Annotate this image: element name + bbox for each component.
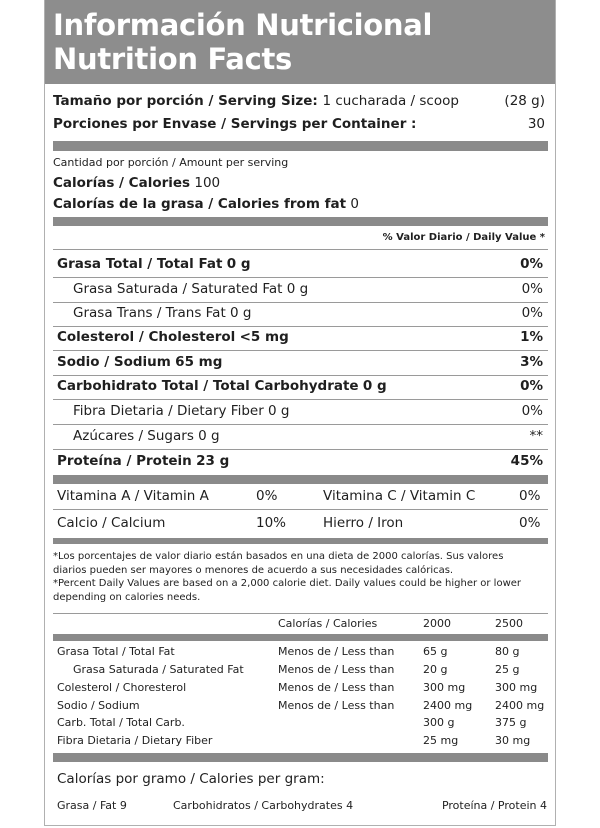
nutrient-amount: 0 g [198,428,220,444]
ref-limit: Menos de / Less than [278,699,395,712]
nutrient-amount: 0 g [286,281,309,297]
nutrient-daily-value: 3% [520,354,543,370]
ref-value-2500: 80 g [495,645,520,658]
divider [53,375,548,376]
ref-nutrient-label: Grasa Total / Total Fat [57,645,175,658]
nutrient-daily-value: 1% [520,329,543,345]
nutrient-daily-value: 0% [521,403,543,419]
vitamin-label: Hierro / Iron [323,515,404,531]
ref-limit: Menos de / Less than [278,681,395,694]
medium-divider [53,753,548,762]
per-gram-fat: Grasa / Fat 9 [57,799,127,812]
ref-value-2000: 25 mg [423,734,459,747]
ref-value-2500: 25 g [495,663,520,676]
nutrient-name [73,428,220,444]
footnote-line: *Percent Daily Values are based on a 2,000 calorie diet. Daily values could be higher or lower [53,578,522,589]
nutrient-label: Proteína / Protein [57,453,192,469]
nutrient-amount: <5 mg [239,329,289,345]
vitamin-label: Vitamina C / Vitamin C [323,488,476,504]
ref-limit: Menos de / Less than [278,645,395,658]
title-spanish: Información Nutricional [53,8,433,42]
nutrient-label: Colesterol / Cholesterol [57,329,236,345]
serving-size-grams: (28 g) [504,93,545,109]
nutrient-label: Carbohidrato Total / Total Carbohydrate [57,378,359,394]
ref-nutrient-label: Colesterol / Choresterol [57,681,187,694]
servings-per-container-label: Porciones por Envase / Servings per Container : [53,116,417,132]
divider [53,277,548,278]
nutrient-name [57,256,251,272]
nutrient-daily-value: 0% [520,378,543,394]
medium-divider [53,538,548,544]
ref-col-2000: 2000 [423,617,451,630]
nutrient-amount: 65 mg [175,354,223,370]
calories-value: 100 [194,175,221,191]
nutrient-amount: 23 g [196,453,230,469]
medium-divider [53,217,548,226]
ref-value-2000: 65 g [423,645,448,658]
nutrient-label: Grasa Total / Total Fat [57,256,223,272]
fat-calories-row [53,196,359,212]
medium-divider [53,475,548,484]
ref-value-2000: 2400 mg [423,699,473,712]
nutrient-label: Grasa Trans / Trans Fat [73,305,226,321]
vitamin-value: 0% [519,488,541,504]
divider [53,424,548,425]
divider [53,613,548,614]
title-english: Nutrition Facts [53,42,292,76]
vitamin-label: Vitamina A / Vitamin A [57,488,209,504]
fat-calories-label: Calorías de la grasa / Calories from fat [53,196,347,212]
nutrient-name [73,281,308,297]
ref-value-2500: 300 mg [495,681,538,694]
serving-size-value: 1 cucharada / scoop [322,93,459,109]
ref-value-2000: 300 g [423,716,455,729]
ref-calories-label: Calorías / Calories [278,617,378,630]
vitamin-label: Calcio / Calcium [57,515,166,531]
daily-value-header: % Valor Diario / Daily Value * [382,232,545,243]
nutrient-daily-value: 0% [520,256,543,272]
nutrient-label: Grasa Saturada / Saturated Fat [73,281,283,297]
divider [53,249,548,250]
nutrient-name [73,305,252,321]
footnote [53,550,521,604]
servings-per-container-value: 30 [527,116,545,132]
ref-nutrient-label: Sodio / Sodium [57,699,140,712]
nutrient-daily-value: 0% [521,281,543,297]
nutrient-amount: 0 g [268,403,290,419]
vitamin-value: 10% [256,515,287,531]
nutrient-name [73,403,290,419]
ref-nutrient-label: Carb. Total / Total Carb. [57,716,185,729]
nutrient-label: Azúcares / Sugars [73,428,194,444]
ref-limit: Menos de / Less than [278,663,395,676]
thin-bar [53,634,548,641]
per-gram-protein: Proteína / Protein 4 [441,799,547,812]
ref-value-2500: 2400 mg [495,699,545,712]
divider [53,302,548,303]
thick-divider [53,141,548,151]
nutrient-name [57,453,229,469]
nutrition-label [44,0,556,826]
vitamin-value: 0% [519,515,541,531]
ref-nutrient-label: Fibra Dietaria / Dietary Fiber [57,734,213,747]
nutrient-name [57,354,222,370]
nutrient-amount: 0 g [226,256,251,272]
nutrient-amount: 0 g [230,305,252,321]
per-gram-carbohydrates: Carbohidratos / Carbohydrates 4 [173,799,354,812]
nutrient-name [57,329,289,345]
divider [53,509,548,510]
footnote-line: *Los porcentajes de valor diario están basados en una dieta de 2000 calorías. Sus valores [53,551,504,562]
footnote-line: depending on calories needs. [53,591,201,603]
ref-col-2500: 2500 [495,617,523,630]
serving-size-label: Tamaño por porción / Serving Size: [53,93,318,109]
ref-value-2000: 20 g [423,663,448,676]
ref-nutrient-label: Grasa Saturada / Saturated Fat [73,663,244,676]
ref-value-2000: 300 mg [423,681,466,694]
nutrient-label: Fibra Dietaria / Dietary Fiber [73,403,264,419]
divider [53,350,548,351]
nutrient-daily-value: 0% [521,305,543,321]
nutrient-label: Sodio / Sodium [57,354,171,370]
amount-per-serving: Cantidad por porción / Amount per serving [53,156,289,169]
nutrient-daily-value: 45% [510,453,543,469]
divider [53,326,548,327]
ref-value-2500: 375 g [495,716,527,729]
fat-calories-value: 0 [350,196,359,212]
calories-row [53,175,220,191]
vitamin-value: 0% [256,488,278,504]
footnote-line: diarios pueden ser mayores o menores de acuerdo a sus necesidades calóricas. [53,564,454,576]
label-header [45,0,555,84]
serving-size-row [53,93,459,109]
nutrient-daily-value: ** [529,428,543,444]
ref-value-2500: 30 mg [495,734,531,747]
divider [53,399,548,400]
nutrient-amount: 0 g [362,378,387,394]
per-gram-title: Calorías por gramo / Calories per gram: [57,771,325,787]
divider [53,449,548,450]
nutrient-name [57,378,387,394]
calories-label: Calorías / Calories [53,175,191,191]
